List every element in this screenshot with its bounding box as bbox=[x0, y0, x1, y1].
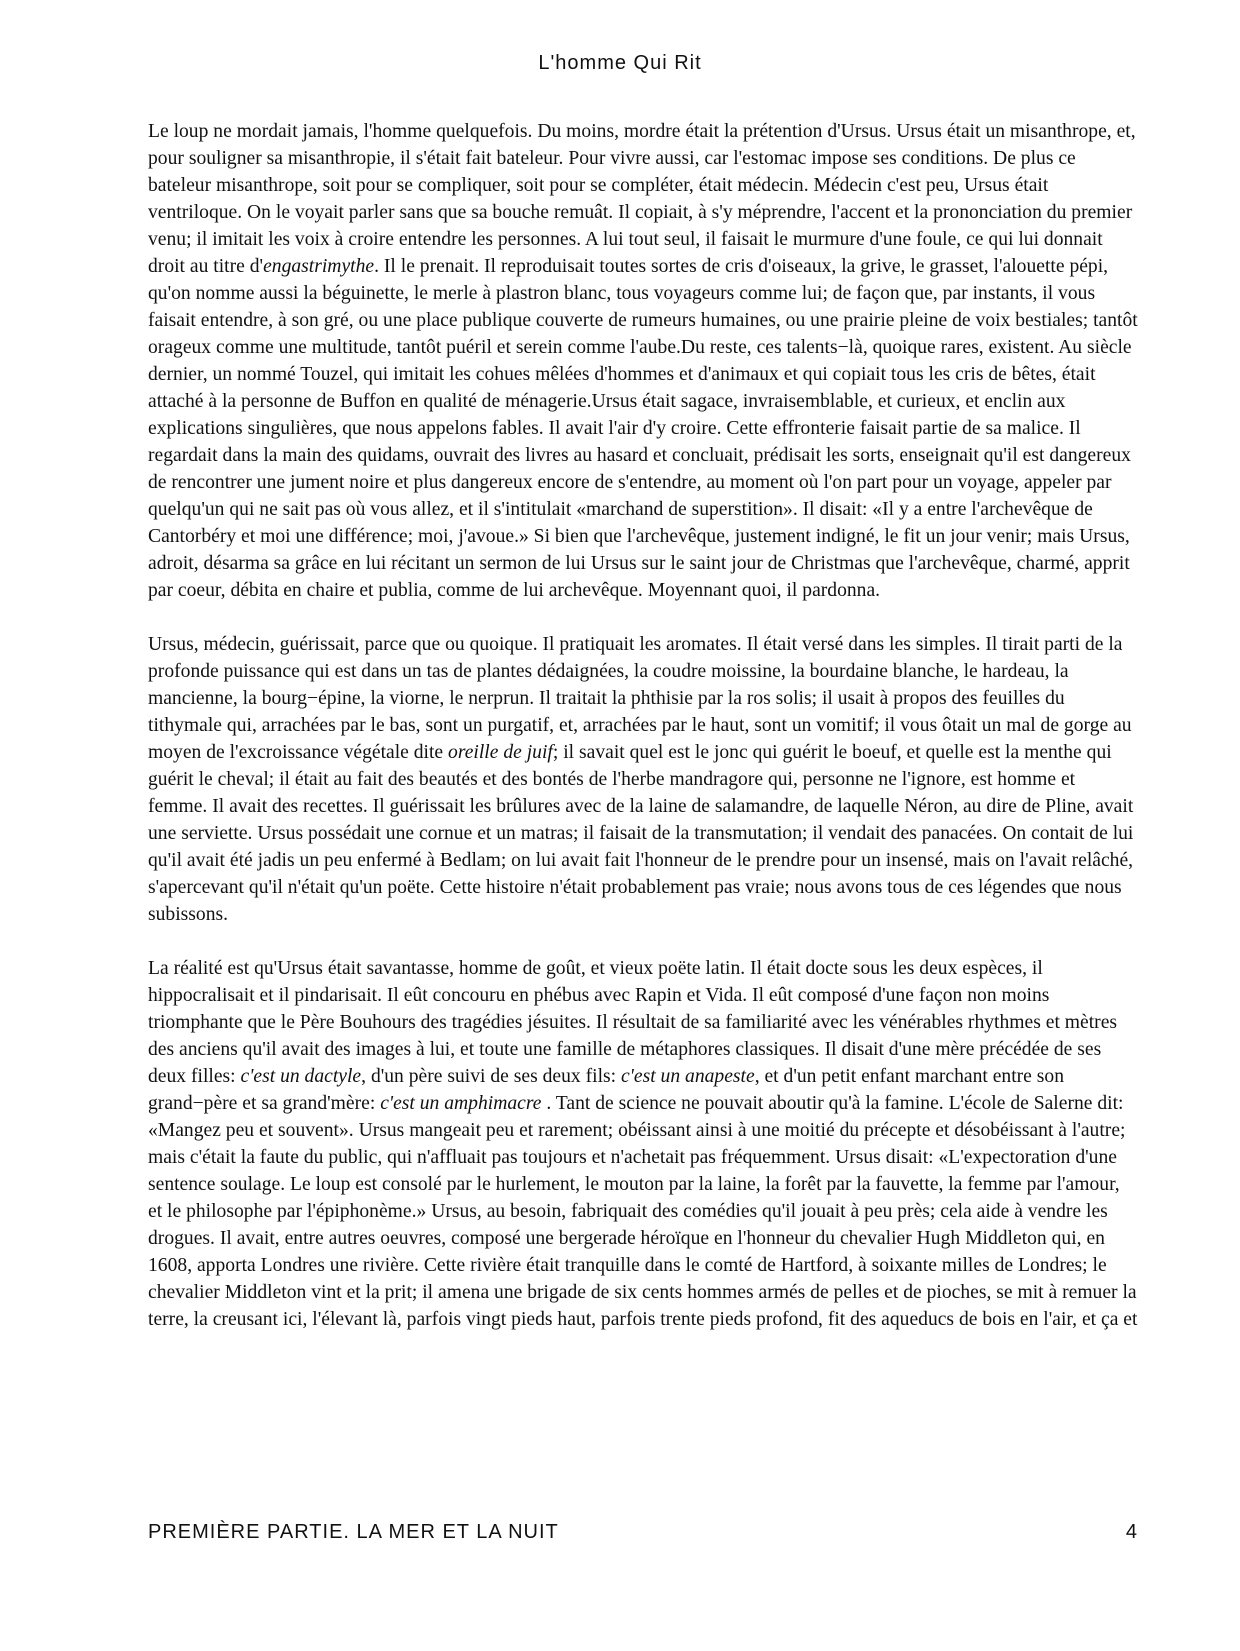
italic-term: c'est un amphimacre bbox=[380, 1093, 542, 1114]
text-run: ; il savait quel est le jonc qui guérit le boeuf, et quelle est la menthe qui guérit le cheval; il était au fait des beautés et des bontés de l'herbe mandragore qui, personne ne l'ignore, est homme et femme. Il avait des recettes. Il guérissait les brûlures avec de la laine de salamandre, de laquelle Néron, au dire de Pline, avait une serviette. Ursus possédait une cornue et un matras; il faisait de la transmutation; il vendait des panacées. On contait de lui qu'il avait été jadis un peu enfermé à Bedlam; on lui avait fait l'honneur de le prendre pour un insensé, mais on l'avait relâché, s'apercevant qu'il n'était qu'un poëte. Cette histoire n'était probablement pas vraie; nous avons tous de ces légendes que nous subissons. bbox=[148, 742, 1134, 925]
italic-term: engastrimythe bbox=[263, 256, 375, 277]
text-run: Ursus, médecin, guérissait, parce que ou quoique. Il pratiquait les aromates. Il était versé dans les simples. Il tirait parti de la profonde puissance qui est dans un tas de plantes dédaignées, la coudre moissine, la bourdaine blanche, le hardeau, la mancienne, la bourg−épine, la viorne, le nerprun. Il traitait la phthisie par la ros solis; il usait à propos des feuilles du tithymale qui, arrachées par le bas, sont un purgatif, et, arrachées par le haut, sont un vomitif; il vous ôtait un mal de gorge au moyen de l'excroissance végétale dite bbox=[148, 634, 1132, 763]
book-title: L'homme Qui Rit bbox=[538, 52, 702, 74]
text-run: , d'un père suivi de ses deux fils: bbox=[361, 1066, 621, 1087]
italic-term: c'est un anapeste bbox=[620, 1066, 755, 1087]
italic-term: c'est un dactyle bbox=[240, 1066, 362, 1087]
text-run: La réalité est qu'Ursus était savantasse, homme de goût, et vieux poëte latin. Il était docte sous les deux espèces, il hippocralisait et il pindarisait. Il eût concouru en phébus avec Rapin et Vida. Il eût composé d'une façon non moins triomphante que le Père Bouhours des tragédies jésuites. Il résultait de sa familiarité avec les vénérables rhythmes et mètres des anciens qu'il avait des images à lui, et toute une famille de métaphores classiques. Il disait d'une mère précédée de ses deux filles: bbox=[148, 958, 1118, 1087]
text-run: . Tant de science ne pouvait aboutir qu'à la famine. L'école de Salerne dit: «Mangez peu et souvent». Ursus mangeait peu et rarement; obéissant ainsi à une moitié du précepte et désobéissant à l'autre; mais c'était la faute du public, qui n'affluait pas toujours et n'achetait pas fréquemment. Ursus disait: «L'expectoration d'une sentence soulage. Le loup est consolé par le hurlement, le mouton par la laine, la forêt par la fauvette, la femme par l'amour, et le philosophe par l'épiphonème.» Ursus, au besoin, fabriquait des comédies qu'il jouait à peu près; cela aide à vendre les drogues. Il avait, entre autres oeuvres, composé une bergerade héroïque en l'honneur du chevalier Hugh Middleton qui, en 1608, apporta Londres une rivière. Cette rivière était tranquille dans le comté de Hartford, à soixante milles de Londres; le chevalier Middleton vint et la prit; il amena une brigade de six cents hommes armés de pelles et de pioches, se mit à remuer la terre, la creusant ici, l'élevant là, parfois vingt pieds haut, parfois trente pieds profond, fit des aqueducs de bois en l'air, et ça et bbox=[148, 1093, 1138, 1330]
paragraph-1 bbox=[148, 118, 1138, 604]
text-run: Le loup ne mordait jamais, l'homme quelquefois. Du moins, mordre était la prétention d'Ursus. Ursus était un misanthrope, et, pour souligner sa misanthropie, il s'était fait bateleur. Pour vivre aussi, car l'estomac impose ses conditions. De plus ce bateleur misanthrope, soit pour se compliquer, soit pour se compléter, était médecin. Médecin c'est peu, Ursus était ventriloque. On le voyait parler sans que sa bouche remuât. Il copiait, à s'y méprendre, l'accent et la prononciation du premier venu; il imitait les voix à croire entendre les personnes. A lui tout seul, il faisait le murmure d'une foule, ce qui lui donnait droit au titre d' bbox=[148, 121, 1136, 277]
page-body bbox=[148, 118, 1138, 1333]
page-header bbox=[0, 52, 1240, 75]
section-title: PREMIÈRE PARTIE. LA MER ET LA NUIT bbox=[148, 1521, 559, 1543]
paragraph-3 bbox=[148, 955, 1138, 1333]
page-footer bbox=[148, 1521, 1138, 1544]
paragraph-2 bbox=[148, 631, 1138, 928]
page-number: 4 bbox=[1125, 1521, 1138, 1543]
italic-term: oreille de juif bbox=[448, 742, 553, 763]
text-run: . Il le prenait. Il reproduisait toutes sortes de cris d'oiseaux, la grive, le grasset, l'alouette pépi, qu'on nomme aussi la béguinette, le merle à plastron blanc, tous voyageurs comme lui; de façon que, par instants, il vous faisait entendre, à son gré, ou une place publique couverte de rumeurs humaines, ou une prairie pleine de voix bestiales; tantôt orageux comme une multitude, tantôt puéril et serein comme l'aube.Du reste, ces talents−là, quoique rares, existent. Au siècle dernier, un nommé Touzel, qui imitait les cohues mêlées d'hommes et d'animaux et qui copiait tous les cris de bêtes, était attaché à la personne de Buffon en qualité de ménagerie.Ursus était sagace, invraisemblable, et curieux, et enclin aux explications singulières, que nous appelons fables. Il avait l'air d'y croire. Cette effronterie faisait partie de sa malice. Il regardait dans la main des quidams, ouvrait des livres au hasard et concluait, prédisait les sorts, enseignait qu'il est dangereux de rencontrer une jument noire et plus dangereux encore de s'entendre, au moment où l'on part pour un voyage, appeler par quelqu'un qui ne sait pas où vous allez, et il s'intitulait «marchand de superstition». Il disait: «Il y a entre l'archevêque de Cantorbéry et moi une différence; moi, j'avoue.» Si bien que l'archevêque, justement indigné, le fit un jour venir; mais Ursus, adroit, désarma sa grâce en lui récitant un sermon de lui Ursus sur le saint jour de Christmas que l'archevêque, charmé, apprit par coeur, débita en chaire et publia, comme de lui archevêque. Moyennant quoi, il pardonna. bbox=[148, 256, 1138, 601]
text-run: , et d'un petit enfant marchant entre son grand−père et sa grand'mère: bbox=[148, 1066, 1064, 1114]
